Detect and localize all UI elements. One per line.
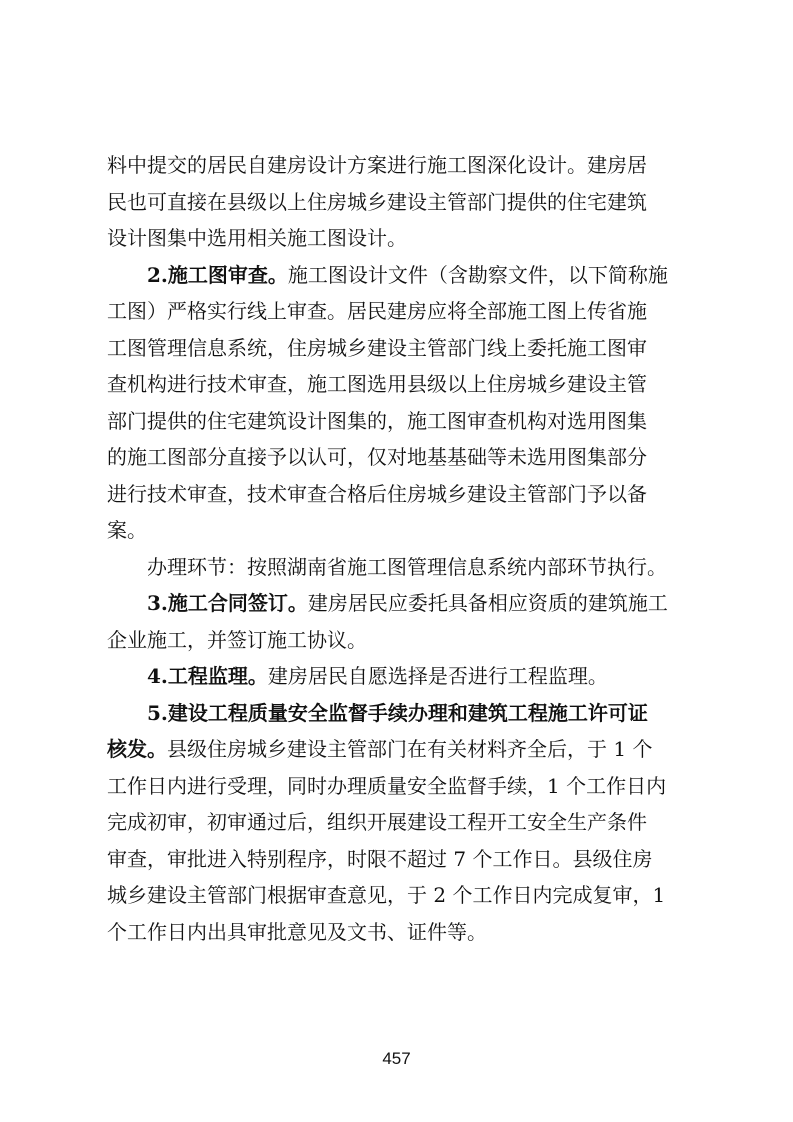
paragraph-line xyxy=(107,731,691,768)
paragraph-line: 个工作日内出具审批意见及文书、证件等。 xyxy=(107,919,487,944)
paragraph-line: 工图管理信息系统，住房城乡建设主管部门线上委托施工图审 xyxy=(107,335,647,360)
section-heading: 5.建设工程质量安全监督手续办理和建筑工程施工许可证 xyxy=(147,700,648,725)
paragraph-line: 的施工图部分直接予以认可，仅对地基基础等未选用图集部分 xyxy=(107,445,647,469)
paragraph-line: 部门提供的住宅建筑设计图集的，施工图审查机构对选用图集 xyxy=(107,408,647,433)
paragraph-line: 工作日内进行受理，同时办理质量安全监督手续，1 个工作日内 xyxy=(107,773,667,798)
paragraph-line xyxy=(107,585,691,622)
paragraph-line: 城乡建设主管部门根据审查意见，于 2 个工作日内完成复审，1 xyxy=(107,883,666,907)
section-heading: 核发。 xyxy=(107,737,167,761)
section-heading: 3.施工合同签订。 xyxy=(147,591,308,615)
paragraph-line: 办理环节：按照湖南省施工图管理信息系统内部环节执行。 xyxy=(147,554,667,579)
document-body xyxy=(107,147,691,950)
paragraph-line: 完成初审，初审通过后，组织开展建设工程开工安全生产条件 xyxy=(107,810,647,834)
paragraph-line: 设计图集中选用相关施工图设计。 xyxy=(107,226,407,250)
paragraph-text: 建房居民自愿选择是否进行工程监理。 xyxy=(267,664,608,688)
paragraph-line: 料中提交的居民自建房设计方案进行施工图深化设计。建房居 xyxy=(107,153,647,177)
paragraph-line xyxy=(107,257,691,294)
section-heading: 4.工程监理。 xyxy=(147,664,268,688)
paragraph-line: 案。 xyxy=(107,518,147,542)
paragraph-line: 进行技术审查，技术审查合格后住房城乡建设主管部门予以备 xyxy=(107,481,647,506)
paragraph-line: 企业施工，并签订施工协议。 xyxy=(107,627,367,652)
paragraph-line xyxy=(107,658,691,695)
paragraph-text: 县级住房城乡建设主管部门在有关材料齐全后，于 1 个 xyxy=(167,737,653,761)
section-heading: 2.施工图审查。 xyxy=(147,262,288,287)
paragraph-text: 施工图设计文件（含勘察文件，以下简称施 xyxy=(287,262,668,287)
page-number: 457 xyxy=(382,1049,411,1068)
paragraph-line: 民也可直接在县级以上住房城乡建设主管部门提供的住宅建筑 xyxy=(107,189,647,214)
paragraph-line: 审查，审批进入特别程序，时限不超过 7 个工作日。县级住房 xyxy=(107,846,653,871)
paragraph-line: 查机构进行技术审查，施工图选用县级以上住房城乡建设主管 xyxy=(107,372,647,396)
paragraph-line: 工图）严格实行线上审查。居民建房应将全部施工图上传省施 xyxy=(107,299,647,323)
paragraph-text: 建房居民应委托具备相应资质的建筑施工 xyxy=(307,591,668,615)
